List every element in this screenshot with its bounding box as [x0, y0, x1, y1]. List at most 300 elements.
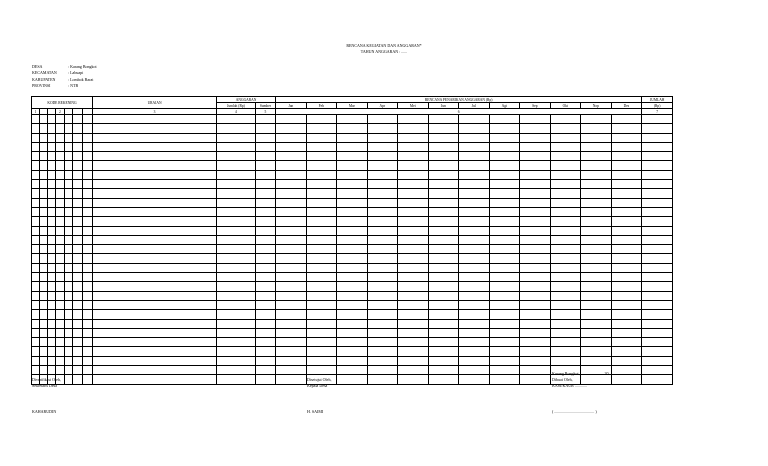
table-cell: [255, 124, 275, 133]
table-cell: [40, 161, 48, 170]
table-cell: [93, 170, 217, 179]
header-month: Feb: [306, 103, 337, 109]
table-cell: [32, 180, 40, 189]
table-cell: [72, 356, 82, 365]
table-cell: [398, 366, 429, 375]
table-cell: [72, 189, 82, 198]
table-cell: [581, 282, 612, 291]
table-cell: [489, 291, 520, 300]
table-cell: [611, 207, 642, 216]
table-cell: [642, 291, 673, 300]
table-cell: [337, 310, 368, 319]
table-cell: [255, 263, 275, 272]
table-cell: [398, 347, 429, 356]
info-row-provinsi: [32, 83, 97, 89]
table-cell: [48, 328, 56, 337]
table-cell: [82, 328, 92, 337]
table-cell: [337, 226, 368, 235]
table-cell: [72, 161, 82, 170]
table-cell: [581, 328, 612, 337]
table-cell: [611, 152, 642, 161]
table-row: [32, 310, 673, 319]
table-cell: [306, 235, 337, 244]
col-number: 1: [32, 109, 40, 115]
table-cell: [367, 124, 398, 133]
table-cell: [48, 142, 56, 151]
table-cell: [367, 338, 398, 347]
table-cell: [255, 170, 275, 179]
table-cell: [520, 375, 551, 384]
table-cell: [82, 235, 92, 244]
table-cell: [428, 338, 459, 347]
table-cell: [459, 245, 490, 254]
table-cell: [217, 170, 256, 179]
table-cell: [581, 319, 612, 328]
table-cell: [428, 319, 459, 328]
table-cell: [48, 170, 56, 179]
table-row: [32, 291, 673, 300]
table-cell: [306, 319, 337, 328]
table-cell: [93, 124, 217, 133]
table-cell: [93, 273, 217, 282]
table-cell: [40, 226, 48, 235]
table-cell: [48, 180, 56, 189]
table-cell: [72, 328, 82, 337]
table-cell: [32, 263, 40, 272]
info-value: : NTB: [68, 82, 79, 88]
table-cell: [82, 347, 92, 356]
table-cell: [48, 115, 56, 124]
table-cell: [82, 356, 92, 365]
table-cell: [48, 245, 56, 254]
table-cell: [428, 226, 459, 235]
table-cell: [459, 338, 490, 347]
table-cell: [337, 245, 368, 254]
table-cell: [398, 142, 429, 151]
table-cell: [48, 152, 56, 161]
table-cell: [40, 328, 48, 337]
table-cell: [489, 217, 520, 226]
table-cell: [428, 189, 459, 198]
table-cell: [93, 254, 217, 263]
table-cell: [428, 375, 459, 384]
table-cell: [611, 170, 642, 179]
table-cell: [56, 133, 64, 142]
table-row: [32, 170, 673, 179]
table-cell: [64, 291, 72, 300]
table-cell: [642, 328, 673, 337]
table-cell: [56, 142, 64, 151]
table-cell: [428, 254, 459, 263]
table-cell: [306, 115, 337, 124]
table-cell: [217, 152, 256, 161]
table-cell: [82, 310, 92, 319]
table-body: [32, 115, 673, 385]
table-cell: [459, 319, 490, 328]
table-cell: [489, 263, 520, 272]
table-cell: [337, 170, 368, 179]
table-cell: [611, 273, 642, 282]
table-cell: [40, 152, 48, 161]
table-cell: [459, 366, 490, 375]
table-cell: [520, 198, 551, 207]
table-cell: [64, 161, 72, 170]
table-cell: [93, 115, 217, 124]
table-cell: [93, 180, 217, 189]
table-cell: [642, 319, 673, 328]
table-cell: [337, 328, 368, 337]
table-cell: [611, 133, 642, 142]
table-cell: [276, 217, 307, 226]
header-month: Jun: [428, 103, 459, 109]
table-cell: [48, 319, 56, 328]
table-cell: [306, 124, 337, 133]
table-cell: [550, 226, 581, 235]
table-cell: [255, 198, 275, 207]
table-cell: [642, 207, 673, 216]
table-cell: [217, 273, 256, 282]
table-cell: [255, 291, 275, 300]
info-value: : Karang Bongkot: [68, 64, 97, 69]
table-cell: [306, 133, 337, 142]
table-cell: [32, 226, 40, 235]
table-cell: [367, 366, 398, 375]
table-cell: [306, 366, 337, 375]
table-cell: [306, 254, 337, 263]
table-cell: [217, 189, 256, 198]
table-cell: [489, 133, 520, 142]
table-cell: [255, 152, 275, 161]
table-row: [32, 217, 673, 226]
table-cell: [64, 235, 72, 244]
table-row: [32, 124, 673, 133]
table-cell: [611, 235, 642, 244]
table-cell: [217, 142, 256, 151]
table-cell: [255, 328, 275, 337]
table-cell: [459, 254, 490, 263]
table-cell: [459, 115, 490, 124]
table-cell: [93, 217, 217, 226]
header-uraian: URAIAN: [93, 97, 217, 109]
table-cell: [611, 375, 642, 384]
table-cell: [255, 217, 275, 226]
table-cell: [337, 189, 368, 198]
table-cell: [64, 366, 72, 375]
table-cell: [56, 235, 64, 244]
table-cell: [581, 263, 612, 272]
table-cell: [367, 189, 398, 198]
table-row: [32, 152, 673, 161]
table-cell: [255, 142, 275, 151]
table-cell: [40, 189, 48, 198]
table-cell: [48, 189, 56, 198]
table-cell: [520, 347, 551, 356]
table-cell: [32, 310, 40, 319]
table-cell: [276, 338, 307, 347]
table-cell: [72, 226, 82, 235]
table-cell: [459, 170, 490, 179]
table-cell: [520, 310, 551, 319]
header-month: Mar: [337, 103, 368, 109]
table-cell: [337, 254, 368, 263]
table-cell: [398, 124, 429, 133]
table-cell: [337, 282, 368, 291]
col-number: 3: [93, 109, 217, 115]
header-rencana-penarikan: RENCANA PENARIKAN ANGGARAN (Rp): [276, 97, 642, 103]
table-cell: [48, 366, 56, 375]
table-cell: [489, 189, 520, 198]
table-cell: [367, 152, 398, 161]
footer-center: [307, 377, 331, 389]
table-cell: [64, 124, 72, 133]
table-cell: [82, 180, 92, 189]
table-cell: [581, 300, 612, 309]
table-cell: [489, 207, 520, 216]
table-cell: [398, 338, 429, 347]
table-cell: [489, 347, 520, 356]
table-cell: [72, 142, 82, 151]
table-cell: [56, 124, 64, 133]
table-cell: [72, 263, 82, 272]
table-cell: [32, 328, 40, 337]
table-cell: [64, 328, 72, 337]
table-cell: [82, 161, 92, 170]
table-cell: [520, 170, 551, 179]
table-cell: [520, 273, 551, 282]
table-cell: [428, 291, 459, 300]
table-cell: [276, 198, 307, 207]
table-cell: [64, 217, 72, 226]
table-cell: [276, 263, 307, 272]
table-cell: [611, 347, 642, 356]
table-cell: [32, 366, 40, 375]
table-cell: [255, 300, 275, 309]
table-cell: [82, 263, 92, 272]
table-cell: [581, 133, 612, 142]
table-cell: [306, 180, 337, 189]
table-cell: [459, 226, 490, 235]
table-cell: [82, 115, 92, 124]
table-cell: [611, 282, 642, 291]
table-cell: [489, 319, 520, 328]
col-number: 2: [56, 109, 64, 115]
table-cell: [428, 328, 459, 337]
table-cell: [48, 263, 56, 272]
table-cell: [489, 180, 520, 189]
table-cell: [217, 310, 256, 319]
table-cell: [217, 124, 256, 133]
table-cell: [489, 366, 520, 375]
table-cell: [642, 356, 673, 365]
table-cell: [82, 273, 92, 282]
table-cell: [581, 217, 612, 226]
table-cell: [459, 328, 490, 337]
table-cell: [32, 124, 40, 133]
table-cell: [82, 189, 92, 198]
table-cell: [581, 152, 612, 161]
table-cell: [32, 207, 40, 216]
table-cell: [459, 142, 490, 151]
table-cell: [398, 300, 429, 309]
table-cell: [306, 226, 337, 235]
table-cell: [550, 328, 581, 337]
table-cell: [581, 189, 612, 198]
table-cell: [642, 170, 673, 179]
table-cell: [306, 291, 337, 300]
table-cell: [550, 142, 581, 151]
table-cell: [64, 310, 72, 319]
table-cell: [48, 207, 56, 216]
table-cell: [255, 133, 275, 142]
table-cell: [398, 235, 429, 244]
table-cell: [337, 235, 368, 244]
table-cell: [64, 142, 72, 151]
table-cell: [642, 347, 673, 356]
table-cell: [40, 366, 48, 375]
table-cell: [489, 300, 520, 309]
table-cell: [255, 282, 275, 291]
table-cell: [489, 328, 520, 337]
table-cell: [398, 291, 429, 300]
table-cell: [611, 245, 642, 254]
table-cell: [64, 273, 72, 282]
table-cell: [255, 366, 275, 375]
table-cell: [428, 366, 459, 375]
table-cell: [72, 198, 82, 207]
table-cell: [428, 282, 459, 291]
table-cell: [56, 180, 64, 189]
table-cell: [306, 142, 337, 151]
table-cell: [32, 217, 40, 226]
table-cell: [611, 180, 642, 189]
table-cell: [72, 310, 82, 319]
table-cell: [48, 356, 56, 365]
table-cell: [56, 366, 64, 375]
info-value: : Labuapi: [68, 70, 84, 76]
table-cell: [520, 282, 551, 291]
table-cell: [217, 263, 256, 272]
table-row: [32, 300, 673, 309]
table-cell: [32, 245, 40, 254]
table-cell: [337, 198, 368, 207]
table-cell: [56, 319, 64, 328]
table-cell: [642, 152, 673, 161]
table-cell: [93, 347, 217, 356]
table-cell: [550, 263, 581, 272]
info-label: PROVINSI: [32, 82, 51, 88]
table-cell: [306, 161, 337, 170]
col-number: 5: [255, 109, 275, 115]
table-cell: [64, 133, 72, 142]
table-cell: [489, 170, 520, 179]
table-cell: [306, 356, 337, 365]
table-cell: [276, 291, 307, 300]
table-cell: [581, 356, 612, 365]
table-cell: [72, 152, 82, 161]
table-cell: [40, 142, 48, 151]
table-cell: [550, 291, 581, 300]
table-cell: [398, 198, 429, 207]
table-cell: [40, 245, 48, 254]
table-cell: [32, 273, 40, 282]
header-jumlah-rp: Jumlah (Rp): [217, 103, 256, 109]
table-cell: [40, 273, 48, 282]
table-cell: [459, 217, 490, 226]
table-cell: [217, 133, 256, 142]
table-cell: [217, 254, 256, 263]
table-cell: [367, 226, 398, 235]
table-cell: [642, 375, 673, 384]
table-cell: [93, 207, 217, 216]
table-cell: [56, 300, 64, 309]
table-cell: [306, 263, 337, 272]
table-cell: [64, 115, 72, 124]
table-cell: [611, 356, 642, 365]
table-cell: [93, 263, 217, 272]
table-cell: [276, 356, 307, 365]
info-label: KABUPATEN: [32, 76, 56, 82]
table-row: [32, 338, 673, 347]
table-cell: [72, 273, 82, 282]
table-cell: [581, 170, 612, 179]
table-cell: [56, 347, 64, 356]
table-cell: [459, 375, 490, 384]
table-cell: [642, 245, 673, 254]
table-cell: [93, 366, 217, 375]
table-cell: [40, 347, 48, 356]
table-cell: [93, 328, 217, 337]
table-cell: [642, 235, 673, 244]
document-subtitle: TAHUN ANGGARAN : ......: [360, 49, 408, 54]
table-cell: [93, 198, 217, 207]
table-cell: [520, 263, 551, 272]
table-cell: [428, 263, 459, 272]
table-cell: [428, 124, 459, 133]
table-cell: [306, 273, 337, 282]
table-cell: [48, 347, 56, 356]
table-cell: [550, 170, 581, 179]
table-cell: [459, 180, 490, 189]
table-cell: [611, 124, 642, 133]
header-month: Sep: [520, 103, 551, 109]
table-cell: [32, 282, 40, 291]
table-cell: [93, 235, 217, 244]
table-cell: [32, 319, 40, 328]
table-cell: [428, 235, 459, 244]
table-cell: [520, 338, 551, 347]
table-cell: [520, 366, 551, 375]
table-row: [32, 254, 673, 263]
table-cell: [64, 375, 72, 384]
table-cell: [337, 338, 368, 347]
table-cell: [32, 152, 40, 161]
header-month: Agt: [489, 103, 520, 109]
col-number: 7: [642, 109, 673, 115]
table-cell: [48, 124, 56, 133]
table-cell: [367, 282, 398, 291]
table-cell: [642, 161, 673, 170]
table-cell: [32, 235, 40, 244]
table-cell: [550, 319, 581, 328]
table-cell: [428, 170, 459, 179]
table-cell: [398, 189, 429, 198]
table-cell: [82, 217, 92, 226]
table-cell: [642, 226, 673, 235]
table-cell: [276, 319, 307, 328]
table-cell: [255, 310, 275, 319]
table-cell: [337, 347, 368, 356]
table-cell: [82, 226, 92, 235]
